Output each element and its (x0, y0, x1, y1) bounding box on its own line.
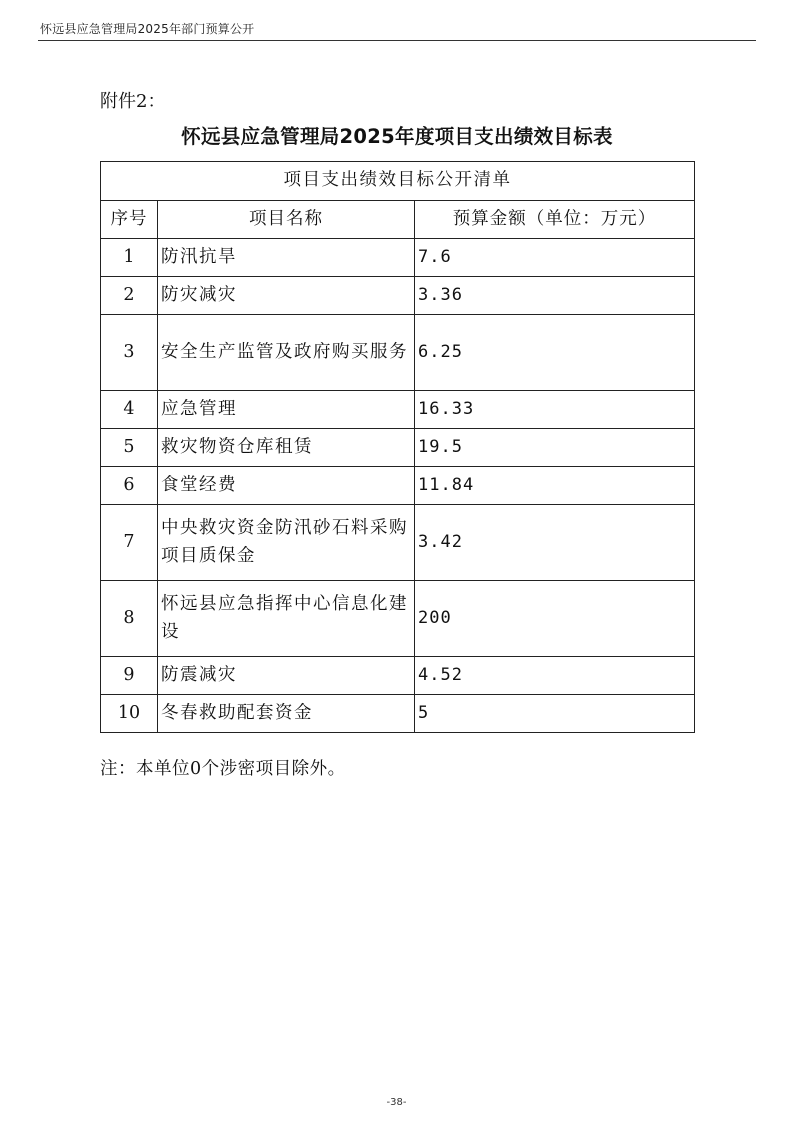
table-row (101, 277, 695, 315)
table-row (101, 581, 695, 657)
row-name: 防汛抗旱 (158, 239, 415, 277)
table-row (101, 695, 695, 733)
row-amount: 6.25 (415, 315, 695, 391)
row-seq: 5 (101, 429, 158, 467)
table-row (101, 239, 695, 277)
row-name: 冬春救助配套资金 (158, 695, 415, 733)
header-name: 项目名称 (158, 201, 415, 239)
row-name: 防震减灾 (158, 657, 415, 695)
list-title: 项目支出绩效目标公开清单 (101, 162, 695, 201)
row-seq: 4 (101, 391, 158, 429)
table-title-row (101, 162, 695, 201)
running-header: 怀远县应急管理局2025年部门预算公开 (40, 22, 255, 36)
table-row (101, 315, 695, 391)
row-seq: 2 (101, 277, 158, 315)
row-name: 食堂经费 (158, 467, 415, 505)
row-amount: 4.52 (415, 657, 695, 695)
table-row (101, 657, 695, 695)
header-seq: 序号 (101, 201, 158, 239)
table-row (101, 467, 695, 505)
table-row (101, 391, 695, 429)
row-name: 安全生产监管及政府购买服务 (158, 315, 415, 391)
row-amount: 7.6 (415, 239, 695, 277)
attachment-label: 附件2： (100, 91, 166, 112)
row-amount: 16.33 (415, 391, 695, 429)
row-seq: 9 (101, 657, 158, 695)
header-rule (38, 40, 756, 41)
row-amount: 3.36 (415, 277, 695, 315)
page-number: -38- (386, 1097, 407, 1108)
row-name: 防灾减灾 (158, 277, 415, 315)
budget-table (100, 161, 695, 733)
row-seq: 1 (101, 239, 158, 277)
table-row (101, 505, 695, 581)
row-name: 怀远县应急指挥中心信息化建设 (158, 581, 415, 657)
table-header-row (101, 201, 695, 239)
row-amount: 3.42 (415, 505, 695, 581)
row-amount: 11.84 (415, 467, 695, 505)
row-amount: 19.5 (415, 429, 695, 467)
row-name: 中央救灾资金防汛砂石料采购项目质保金 (158, 505, 415, 581)
row-amount: 5 (415, 695, 695, 733)
row-seq: 6 (101, 467, 158, 505)
row-seq: 10 (101, 695, 158, 733)
document-title: 怀远县应急管理局2025年度项目支出绩效目标表 (181, 125, 613, 148)
row-seq: 3 (101, 315, 158, 391)
table-row (101, 429, 695, 467)
row-seq: 8 (101, 581, 158, 657)
row-amount: 200 (415, 581, 695, 657)
row-seq: 7 (101, 505, 158, 581)
row-name: 救灾物资仓库租赁 (158, 429, 415, 467)
footnote: 注：本单位0个涉密项目除外。 (100, 759, 346, 779)
header-amount: 预算金额（单位：万元） (415, 201, 695, 239)
row-name: 应急管理 (158, 391, 415, 429)
